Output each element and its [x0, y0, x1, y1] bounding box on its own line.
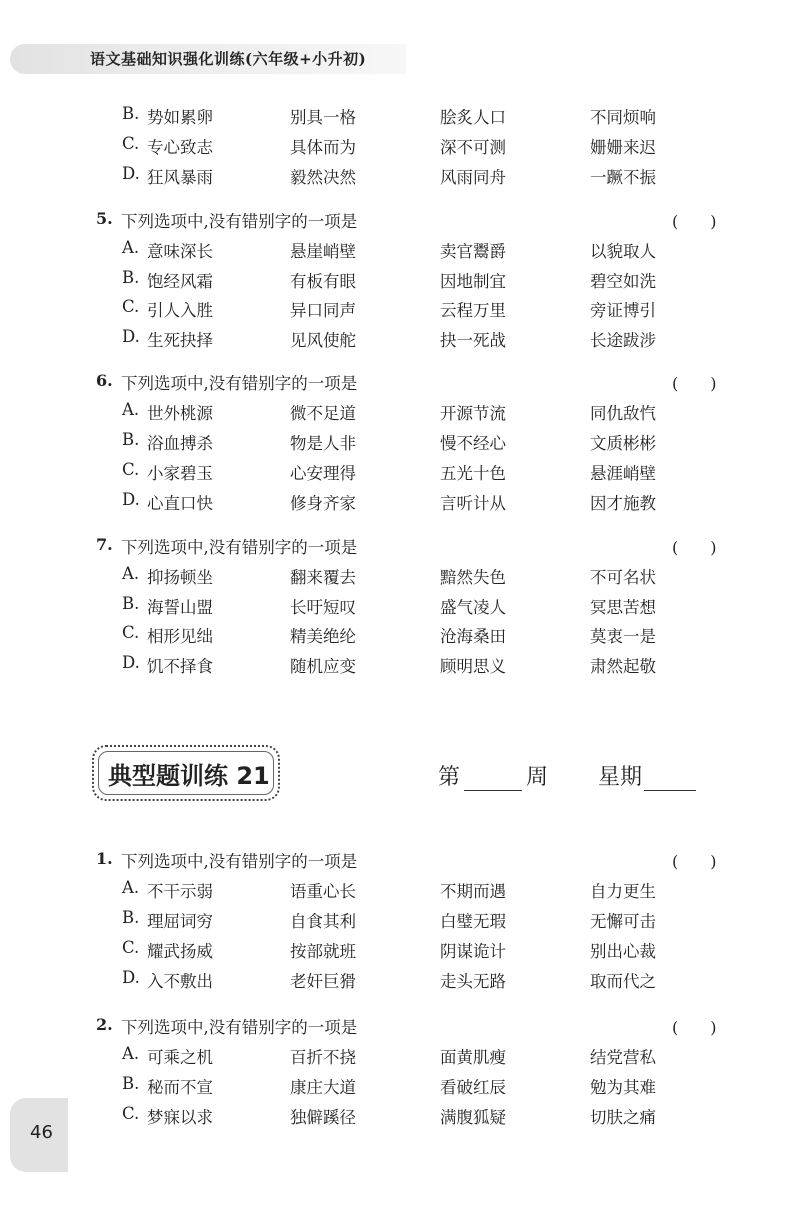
option-item: 不期而遇: [440, 882, 506, 901]
option-item: 康庄大道: [290, 1078, 356, 1097]
option-item: 云程万里: [440, 301, 506, 320]
option-item: 因地制宜: [440, 272, 506, 291]
option-item: 无懈可击: [590, 912, 656, 931]
answer-blank[interactable]: ( ): [672, 538, 717, 557]
option-item: 走头无路: [440, 972, 506, 991]
option-item: 旁证博引: [590, 301, 656, 320]
option-item: 心安理得: [290, 464, 356, 483]
option-item: 微不足道: [290, 404, 356, 423]
option-letter: D.: [122, 490, 140, 509]
option-item: 长吁短叹: [290, 598, 356, 617]
option-item: 饥不择食: [147, 657, 213, 676]
option-letter: D.: [122, 653, 140, 672]
week-number-blank[interactable]: [464, 768, 522, 791]
option-item: 小家碧玉: [147, 464, 213, 483]
option-item: 理屈词穷: [147, 912, 213, 931]
option-letter: C.: [122, 460, 140, 479]
option-item: 黯然失色: [440, 568, 506, 587]
option-item: 盛气凌人: [440, 598, 506, 617]
option-item: 深不可测: [440, 138, 506, 157]
option-letter: B.: [122, 104, 140, 123]
day-label: 星期: [598, 765, 643, 790]
option-letter: D.: [122, 327, 140, 346]
option-letter: B.: [122, 908, 140, 927]
option-item: 风雨同舟: [440, 168, 506, 187]
option-item: 别出心裁: [590, 942, 656, 961]
option-item: 狂风暴雨: [147, 168, 213, 187]
option-item: 意味深长: [147, 242, 213, 261]
option-item: 见风使舵: [290, 331, 356, 350]
option-item: 满腹狐疑: [440, 1108, 506, 1127]
option-letter: B.: [122, 1074, 140, 1093]
option-item: 语重心长: [290, 882, 356, 901]
question-text: 下列选项中,没有错别字的一项是: [121, 852, 358, 871]
option-item: 姗姗来迟: [590, 138, 656, 157]
question-text: 下列选项中,没有错别字的一项是: [121, 374, 358, 393]
option-item: 按部就班: [290, 942, 356, 961]
option-item: 修身齐家: [290, 494, 356, 513]
option-item: 百折不挠: [290, 1048, 356, 1067]
option-item: 不干示弱: [147, 882, 213, 901]
week-prefix: 第: [438, 765, 461, 790]
question-text: 下列选项中,没有错别字的一项是: [121, 1018, 358, 1037]
question-text: 下列选项中,没有错别字的一项是: [121, 212, 358, 231]
book-title: 语文基础知识强化训练(六年级+小升初): [90, 50, 367, 68]
option-item: 五光十色: [440, 464, 506, 483]
option-item: 开源节流: [440, 404, 506, 423]
answer-blank[interactable]: ( ): [672, 852, 717, 871]
option-item: 势如累卵: [147, 108, 213, 127]
section-title: 典型题训练 21: [108, 762, 270, 790]
option-item: 独僻蹊径: [290, 1108, 356, 1127]
option-letter: A.: [122, 238, 140, 257]
option-letter: C.: [122, 623, 140, 642]
option-item: 以貌取人: [590, 242, 656, 261]
question-number: 6.: [96, 371, 113, 390]
option-item: 结党营私: [590, 1048, 656, 1067]
option-letter: C.: [122, 1104, 140, 1123]
option-letter: A.: [122, 1044, 140, 1063]
option-letter: A.: [122, 564, 140, 583]
answer-blank[interactable]: ( ): [672, 212, 717, 231]
option-letter: B.: [122, 430, 140, 449]
option-item: 秘而不宣: [147, 1078, 213, 1097]
option-item: 因才施教: [590, 494, 656, 513]
option-item: 毅然决然: [290, 168, 356, 187]
option-item: 随机应变: [290, 657, 356, 676]
option-item: 抑扬顿坐: [147, 568, 213, 587]
option-item: 悬涯峭壁: [590, 464, 656, 483]
question-number: 1.: [96, 849, 113, 868]
option-item: 梦寐以求: [147, 1108, 213, 1127]
option-item: 抉一死战: [440, 331, 506, 350]
option-item: 冥思苦想: [590, 598, 656, 617]
option-item: 翻来覆去: [290, 568, 356, 587]
option-item: 物是人非: [290, 434, 356, 453]
option-item: 顾明思义: [440, 657, 506, 676]
option-item: 别具一格: [290, 108, 356, 127]
option-item: 看破红辰: [440, 1078, 506, 1097]
option-item: 自食其利: [290, 912, 356, 931]
option-letter: D.: [122, 968, 140, 987]
day-blank[interactable]: [644, 768, 696, 791]
option-item: 沧海桑田: [440, 627, 506, 646]
option-item: 心直口快: [147, 494, 213, 513]
option-item: 悬崖峭壁: [290, 242, 356, 261]
option-item: 有板有眼: [290, 272, 356, 291]
option-item: 卖官鬻爵: [440, 242, 506, 261]
option-item: 言听计从: [440, 494, 506, 513]
option-item: 精美绝纶: [290, 627, 356, 646]
option-item: 文质彬彬: [590, 434, 656, 453]
option-letter: C.: [122, 297, 140, 316]
option-item: 异口同声: [290, 301, 356, 320]
option-item: 耀武扬威: [147, 942, 213, 961]
option-letter: D.: [122, 164, 140, 183]
option-item: 具体而为: [290, 138, 356, 157]
answer-blank[interactable]: ( ): [672, 1018, 717, 1037]
option-item: 长途跋涉: [590, 331, 656, 350]
option-item: 老奸巨猾: [290, 972, 356, 991]
option-letter: B.: [122, 268, 140, 287]
option-item: 自力更生: [590, 882, 656, 901]
option-item: 同仇敌忾: [590, 404, 656, 423]
option-item: 白璧无瑕: [440, 912, 506, 931]
option-letter: A.: [122, 400, 140, 419]
option-item: 饱经风霜: [147, 272, 213, 291]
option-letter: A.: [122, 878, 140, 897]
option-item: 一蹶不振: [590, 168, 656, 187]
question-text: 下列选项中,没有错别字的一项是: [121, 538, 358, 557]
option-item: 莫衷一是: [590, 627, 656, 646]
week-row: [438, 760, 696, 791]
week-label: 周: [526, 765, 549, 790]
option-item: 专心致志: [147, 138, 213, 157]
option-item: 脍炙人口: [440, 108, 506, 127]
option-item: 勉为其难: [590, 1078, 656, 1097]
option-item: 引人入胜: [147, 301, 213, 320]
option-item: 切肤之痛: [590, 1108, 656, 1127]
option-item: 相形见绌: [147, 627, 213, 646]
option-letter: B.: [122, 594, 140, 613]
option-item: 不同烦响: [590, 108, 656, 127]
option-item: 慢不经心: [440, 434, 506, 453]
question-number: 7.: [96, 535, 113, 554]
option-letter: C.: [122, 938, 140, 957]
option-item: 肃然起敬: [590, 657, 656, 676]
option-item: 浴血搏杀: [147, 434, 213, 453]
question-number: 2.: [96, 1015, 113, 1034]
page-number: 46: [30, 1122, 53, 1143]
option-item: 面黄肌瘦: [440, 1048, 506, 1067]
option-item: 海誓山盟: [147, 598, 213, 617]
option-item: 不可名状: [590, 568, 656, 587]
option-item: 可乘之机: [147, 1048, 213, 1067]
answer-blank[interactable]: ( ): [672, 374, 717, 393]
option-item: 碧空如洗: [590, 272, 656, 291]
option-item: 生死抉择: [147, 331, 213, 350]
option-item: 取而代之: [590, 972, 656, 991]
option-item: 入不敷出: [147, 972, 213, 991]
option-item: 阴谋诡计: [440, 942, 506, 961]
option-letter: C.: [122, 134, 140, 153]
option-item: 世外桃源: [147, 404, 213, 423]
question-number: 5.: [96, 209, 113, 228]
